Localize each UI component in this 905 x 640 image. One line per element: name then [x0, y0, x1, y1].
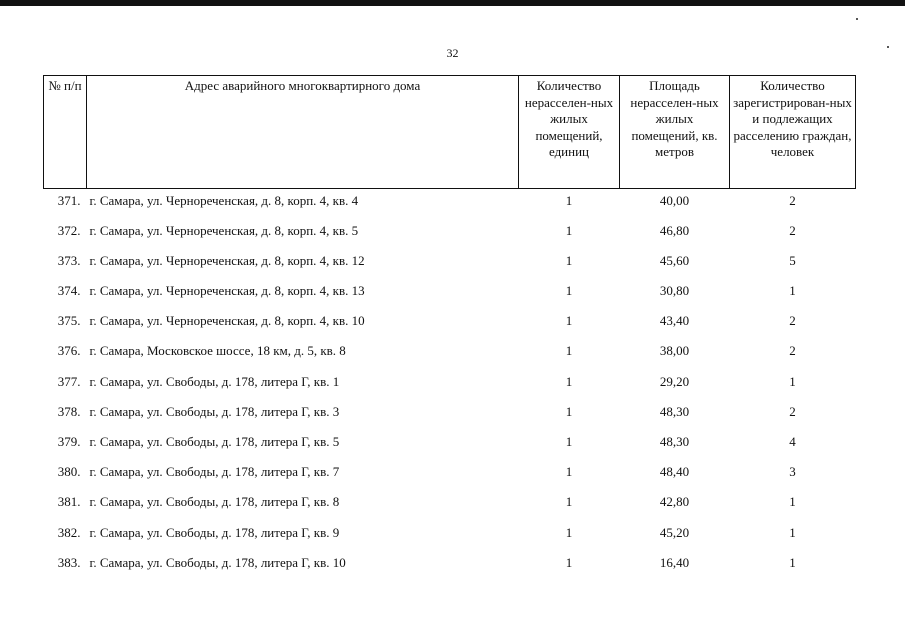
row-number: 375.	[57, 313, 81, 329]
row-address: г. Самара, ул. Свободы, д. 178, литера Г, кв. 5	[89, 434, 340, 449]
scan-speck	[856, 18, 858, 20]
resettlement-table	[43, 75, 856, 581]
row-people: 1	[789, 373, 796, 389]
table-row	[44, 490, 856, 520]
row-people: 5	[789, 252, 796, 268]
row-people: 1	[789, 494, 796, 510]
row-number: 373.	[57, 252, 81, 268]
row-people: 2	[789, 222, 796, 238]
header-area: Площадь нерасселен-ных жилых помещений, кв. метров	[620, 76, 730, 189]
row-address: г. Самара, ул. Чернореченская, д. 8, корп. 4, кв. 13	[89, 283, 365, 299]
row-address: г. Самара, ул. Свободы, д. 178, литера Г, кв. 8	[89, 494, 340, 510]
table-row	[44, 430, 856, 460]
row-units: 1	[565, 434, 573, 449]
row-area: 40,00	[659, 193, 690, 208]
table-row	[44, 219, 856, 249]
table-row	[44, 339, 856, 369]
row-people: 1	[789, 283, 796, 299]
row-number: 371.	[57, 193, 81, 208]
row-people: 1	[789, 554, 796, 570]
row-units: 1	[565, 554, 573, 570]
row-units: 1	[565, 464, 573, 480]
table-header-row	[44, 76, 856, 189]
row-number: 376.	[57, 343, 81, 359]
table-row	[44, 551, 856, 581]
resettlement-table-container	[43, 75, 855, 581]
row-units: 1	[565, 283, 573, 299]
row-units: 1	[565, 524, 573, 540]
row-units: 1	[565, 252, 573, 268]
row-area: 43,40	[659, 313, 690, 329]
row-number: 378.	[57, 403, 81, 419]
row-people: 2	[789, 313, 796, 329]
scan-top-border	[0, 0, 905, 6]
row-area: 48,30	[659, 403, 690, 419]
header-people: Количество зарегистрирован-ных и подлежащих расселению граждан, человек	[730, 76, 856, 189]
row-address: г. Самара, ул. Свободы, д. 178, литера Г, кв. 1	[89, 373, 340, 389]
row-people: 2	[789, 403, 796, 419]
row-number: 374.	[57, 283, 81, 299]
table-row	[44, 249, 856, 279]
table-row	[44, 309, 856, 339]
row-area: 46,80	[659, 222, 690, 238]
row-area: 45,20	[659, 524, 690, 540]
row-area: 30,80	[659, 283, 690, 299]
row-people: 2	[789, 193, 796, 208]
table-row	[44, 279, 856, 309]
row-area: 29,20	[659, 373, 690, 389]
row-units: 1	[565, 403, 573, 419]
row-number: 379.	[57, 434, 81, 449]
header-address: Адрес аварийного многоквартирного дома	[87, 76, 519, 189]
row-units: 1	[565, 343, 573, 359]
row-number: 372.	[57, 222, 81, 238]
row-area: 38,00	[659, 343, 690, 359]
header-units: Количество нерасселен-ных жилых помещений, единиц	[519, 76, 620, 189]
row-address: г. Самара, ул. Свободы, д. 178, литера Г, кв. 7	[89, 464, 340, 480]
row-number: 383.	[57, 554, 81, 570]
row-people: 4	[789, 434, 796, 449]
row-address: г. Самара, ул. Чернореченская, д. 8, корп. 4, кв. 10	[89, 313, 365, 329]
row-units: 1	[565, 222, 573, 238]
row-area: 48,30	[659, 434, 690, 449]
row-number: 377.	[57, 373, 81, 389]
row-units: 1	[565, 494, 573, 510]
header-num: № п/п	[44, 76, 87, 189]
table-body	[44, 189, 856, 581]
page-number: 32	[446, 46, 459, 60]
table-row	[44, 400, 856, 430]
row-address: г. Самара, ул. Чернореченская, д. 8, корп. 4, кв. 5	[89, 222, 359, 238]
row-address: г. Самара, ул. Чернореченская, д. 8, корп. 4, кв. 12	[89, 252, 365, 268]
row-number: 380.	[57, 464, 81, 480]
table-row	[44, 189, 856, 219]
row-address: г. Самара, ул. Свободы, д. 178, литера Г, кв. 9	[89, 524, 340, 540]
table-row	[44, 370, 856, 400]
row-address: г. Самара, ул. Свободы, д. 178, литера Г, кв. 3	[89, 403, 340, 419]
row-address: г. Самара, ул. Свободы, д. 178, литера Г, кв. 10	[89, 554, 346, 570]
row-units: 1	[565, 373, 573, 389]
row-address: г. Самара, ул. Чернореченская, д. 8, корп. 4, кв. 4	[89, 193, 359, 208]
row-area: 48,40	[659, 464, 690, 480]
row-people: 1	[789, 524, 796, 540]
row-number: 382.	[57, 524, 81, 540]
row-units: 1	[565, 193, 573, 208]
row-area: 45,60	[659, 252, 690, 268]
row-address: г. Самара, Московское шоссе, 18 км, д. 5, кв. 8	[89, 343, 346, 359]
row-area: 42,80	[659, 494, 690, 510]
table-row	[44, 460, 856, 490]
row-people: 2	[789, 343, 796, 359]
row-people: 3	[789, 464, 796, 480]
table-row	[44, 521, 856, 551]
row-number: 381.	[57, 494, 81, 510]
row-area: 16,40	[659, 554, 690, 570]
row-units: 1	[565, 313, 573, 329]
